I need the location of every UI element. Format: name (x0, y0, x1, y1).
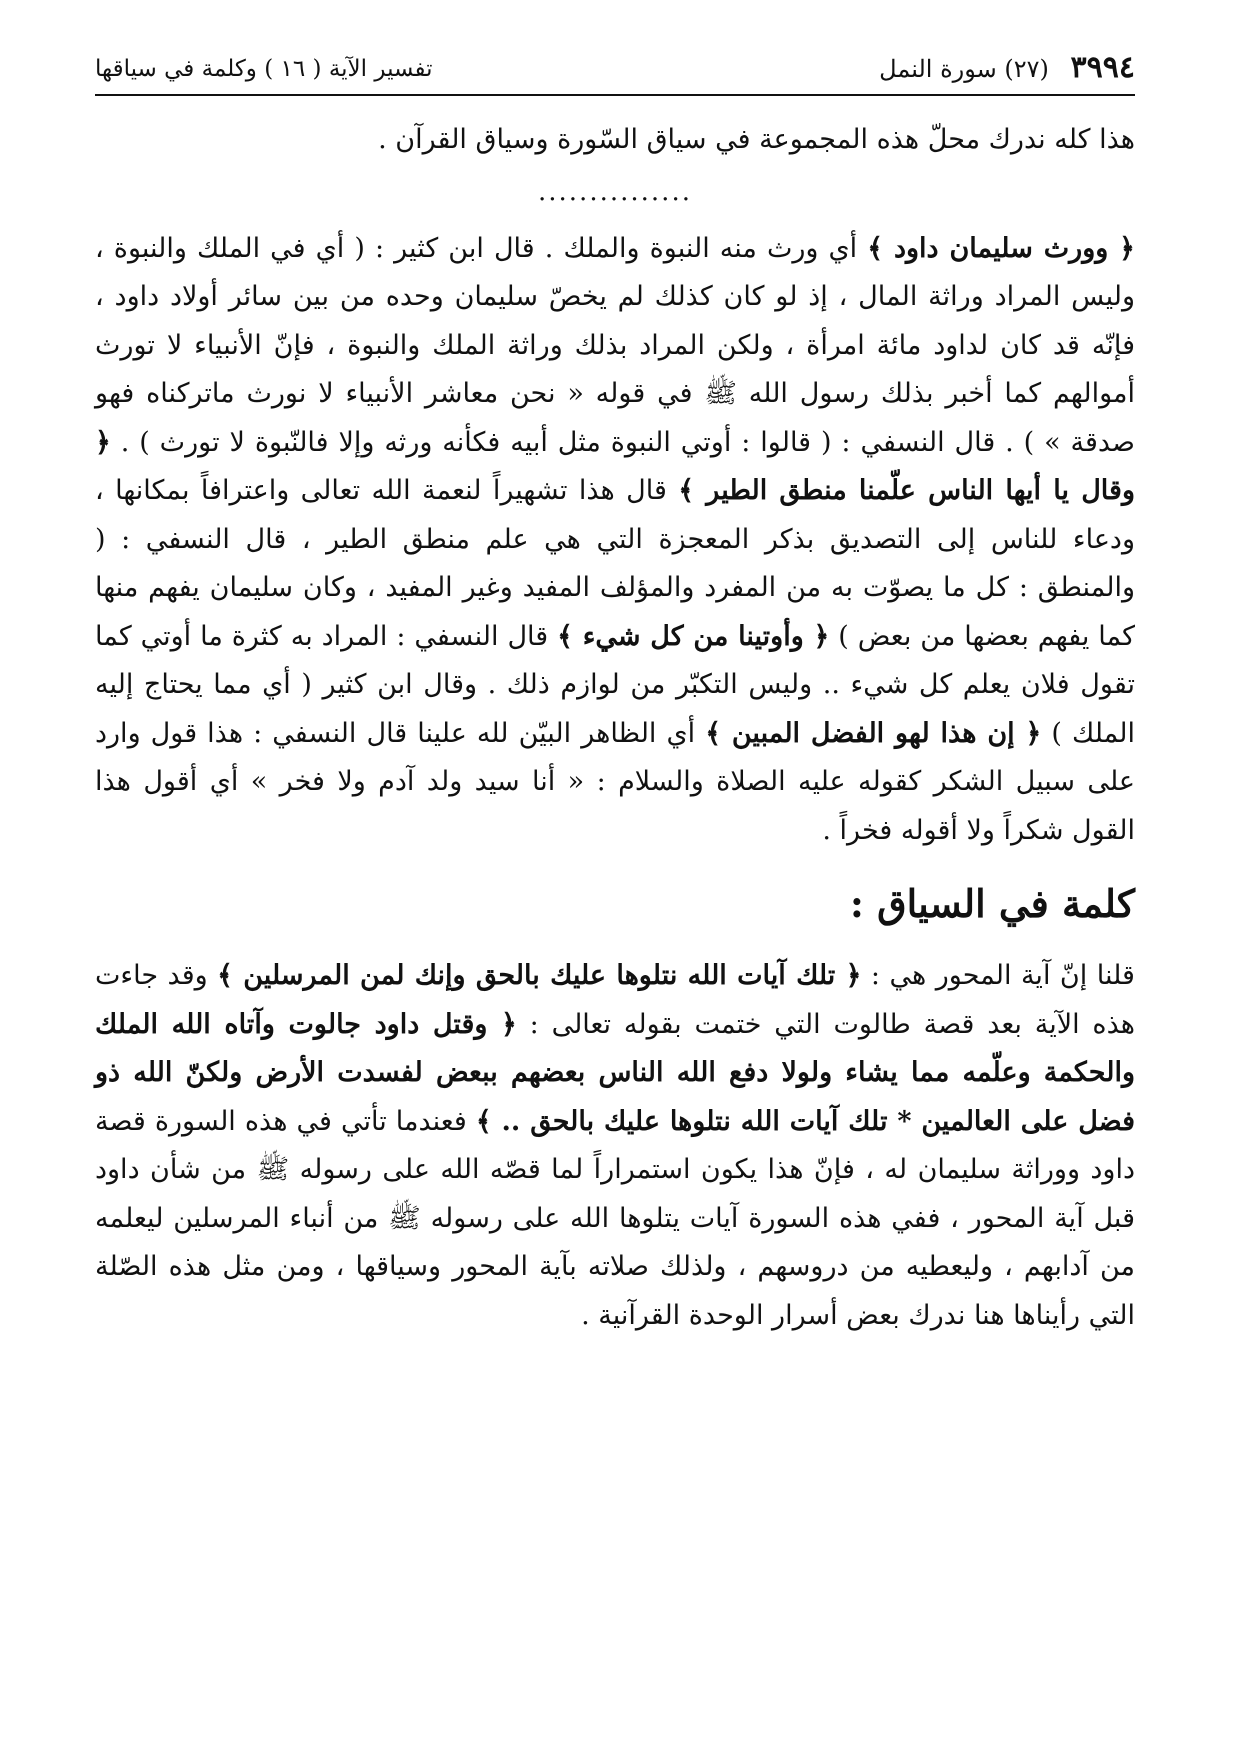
commentary-text: وقد جاءت هذه الآية بعد قصة طالوت التي ختمت بقوله تعالى : (95, 960, 1135, 1040)
surah-label: (٢٧) سورة النمل (879, 55, 1049, 83)
intro-paragraph: هذا كله ندرك محلّ هذه المجموعة في سياق السّورة وسياق القرآن . (378, 124, 1135, 155)
page (95, 38, 1135, 1718)
section-label: تفسير الآية ( ١٦ ) وكلمة في سياقها (95, 56, 433, 82)
verse-quote: ﴿ وورث سليمان داود ﴾ (867, 232, 1136, 264)
separator: ............... (538, 176, 692, 207)
commentary-text: أي ورث منه النبوة والملك . قال ابن كثير : ( أي في الملك والنبوة ، وليس المراد وراثة المال ، إذ لو كان كذلك لم يخصّ سليمان وحده من بين سائر أولاد داود ، فإنّه قد كان لداود مائة امرأة ، ولكن المراد بذلك وراثة الملك والنبوة ، فإنّ الأنبياء لا تورث أموالهم كما أخبر بذلك رسول الله ﷺ في قوله « نحن معاشر الأنبياء لا نورث ماتركناه فهو صدقة » ) . قال النسفي : ( قالوا : أوتي النبوة مثل أبيه فكأنه ورثه وإلا فالنّبوة لا تورث ) . (95, 232, 1135, 458)
verse-quote: ﴿ وقتل داود جالوت وآتاه الله الملك والحكمة وعلّمه مما يشاء ولولا دفع الله الناس بعضهم ببعض لفسدت الأرض ولكنّ الله ذو فضل على العالمين * تلك آيات الله نتلوها عليك بالحق .. ﴾ (95, 1008, 1135, 1137)
commentary-text: أي الظاهر البيّن لله علينا قال النسفي : هذا قول وارد على سبيل الشكر كقوله عليه الصلاة والسلام : « أنا سيد ولد آدم ولا فخر » أي أقول هذا القول شكراً ولا أقوله فخراً . (95, 717, 1135, 846)
verse-quote: ﴿ تلك آيات الله نتلوها عليك بالحق وإنك لمن المرسلين ﴾ (217, 960, 862, 991)
tafsir-paragraph (95, 225, 1135, 856)
context-paragraph (95, 952, 1135, 1340)
verse-quote: ﴿ إن هذا لهو الفضل المبين ﴾ (705, 717, 1042, 749)
page-number: ٣٩٩٤ (1070, 50, 1135, 85)
section-heading: كلمة في السياق : (849, 881, 1135, 926)
header-right (879, 50, 1135, 85)
commentary-text: قال النسفي : المراد به كثرة ما أوتي كما تقول فلان يعلم كل شيء .. وليس التكبّر من لوازم ذلك . وقال ابن كثير ( أي مما يحتاج إليه الملك ) (95, 620, 1136, 749)
verse-quote: ﴿ وأوتينا من كل شيء ﴾ (557, 620, 830, 652)
commentary-text: قلنا إنّ آية المحور هي : (861, 960, 1135, 991)
verse-quote: ﴿ وقال يا أيها الناس علّمنا منطق الطير ﴾ (95, 426, 1135, 506)
commentary-text: قال هذا تشهيراً لنعمة الله تعالى واعترافاً بمكانها ، ودعاء للناس إلى التصديق بذكر المعجزة التي هي علم منطق الطير ، قال النسفي : ( والمنطق : كل ما يصوّت به من المفرد والمؤلف المفيد وغير المفيد ، وكان سليمان يفهم منها كما يفهم بعضها من بعض ) (95, 475, 1135, 652)
commentary-text: فعندما تأتي في هذه السورة قصة داود ووراثة سليمان له ، فإنّ هذا يكون استمراراً لما قصّه الله على رسوله ﷺ من شأن داود قبل آية المحور ، ففي هذه السورة آيات يتلوها الله على رسوله ﷺ من أنباء المرسلين ليعلمه من آدابهم ، وليعطيه من دروسهم ، ولذلك صلاته بآية المحور وسياقها ، ومن مثل هذه الصّلة التي رأيناها هنا ندرك بعض أسرار الوحدة القرآنية . (95, 1105, 1135, 1331)
running-header (95, 38, 1135, 96)
